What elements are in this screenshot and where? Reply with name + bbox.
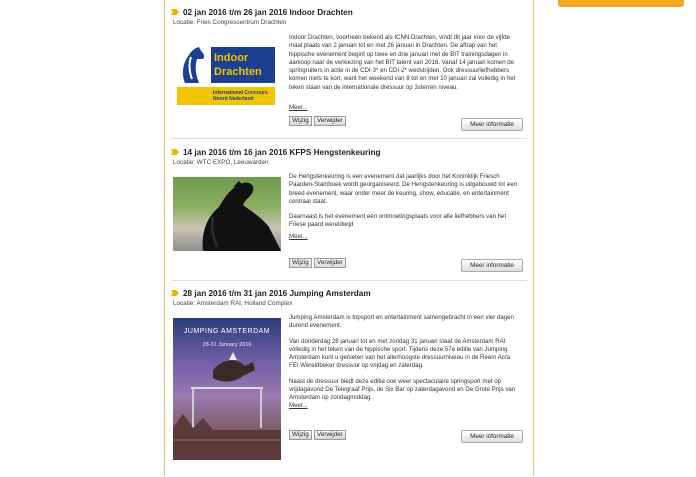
description-paragraph: Indoor Drachten, voorheen bekend als ICNN Drachten, vindt dit jaar voor de vijfde maal plaats van 2 januari tot en met 26 januari in Drachten. De aftrap van het hippische evenement begint op twee en drie januari met de BIT trainingsdagen in aanloop naar de verkiezing van het BIT talent van 2016. Vanaf 14 januari komen de springruiters in actie in de CDI-3* en CDI-2* wedstrijden. Ook dressuurliefhebbers komen niets te kort, want het weekend van 8 tot en met 10 januari zal volledig in het teken staan van de internationale dressuur op 3sterren niveau. (289, 34, 516, 91)
divider (171, 280, 527, 281)
logo-text: Indoor Drachten (211, 47, 275, 83)
edit-button[interactable]: Wijzig (289, 116, 312, 126)
event-item (165, 287, 533, 477)
event-image (173, 35, 277, 113)
event-title[interactable] (171, 287, 371, 299)
event-item (165, 6, 533, 136)
divider (171, 138, 527, 139)
events-panel (164, 0, 534, 476)
poster-title: JUMPING AMSTERDAM (183, 328, 271, 335)
edit-button[interactable]: Wijzig (289, 258, 312, 268)
event-description (289, 314, 521, 410)
event-description (289, 34, 521, 99)
edit-button[interactable]: Wijzig (289, 430, 312, 440)
event-title-text: 02 jan 2016 t/m 26 jan 2016 Indoor Drachten (183, 7, 353, 17)
poster-date: 28-31 January 2016 (202, 342, 252, 348)
more-link[interactable]: Meer... (289, 402, 308, 409)
more-link[interactable]: Meer... (289, 233, 308, 240)
jumping-horse-illustration (173, 318, 281, 460)
delete-button[interactable]: Verwijder (314, 430, 346, 440)
logo-subtitle: International Concours Noord Nederland (177, 87, 275, 105)
delete-button[interactable]: Verwijder (314, 116, 346, 126)
event-title[interactable] (171, 146, 381, 158)
description-paragraph: De Hengstenkeuring is een evenement dat jaarlijks door het Koninklijk Friesch Paarden-Stamboek wordt georganiseerd. De Hengstenkeuring is uitgebouwd tot een breed evenement, waar onder meer de keuring, show, educatie, en entertainment centraal staat. (289, 173, 517, 205)
top-action-button[interactable] (558, 0, 684, 7)
event-image (173, 318, 281, 460)
event-item (165, 146, 533, 278)
event-title-text: 14 jan 2016 t/m 16 jan 2016 KFPS Hengstenkeuring (183, 147, 381, 157)
delete-button[interactable]: Verwijder (314, 258, 346, 268)
arrow-icon (171, 149, 179, 155)
arrow-icon (171, 9, 179, 15)
event-location: Locatie: Fries Congrescentrum Drachten (173, 19, 287, 26)
description-paragraph: Daarnaast is het evenement een ontmoetingsplaats voor alle liefhebbers van het Friese paard wereldwijd (289, 213, 507, 229)
description-paragraph: Jumping Amsterdam is topsport en entertainment samengebracht in een vier dagen durend evenement. (289, 314, 514, 330)
horse-photo (173, 177, 281, 251)
horse-logo-icon (177, 45, 207, 85)
event-location: Locatie: Amsterdam RAI, Holland Complex (173, 300, 293, 307)
event-location: Locatie: WTC EXPO, Leeuwarden (173, 159, 269, 166)
description-paragraph: Van donderdag 28 januari tot en met zondag 31 januari staat de Amsterdam RAI volledig in het teken van de hippische sport. Tijdens deze 57e editie van Jumping Amsterdam kunt u genieten van het allerhoogste dressuurniveau in de Reem Acra FEI Wereldbeker dressuur op vrijdag en zaterdag. (289, 337, 511, 370)
more-info-button[interactable]: Meer informatie (461, 259, 523, 272)
event-title[interactable] (171, 6, 353, 18)
event-title-text: 28 jan 2016 t/m 31 jan 2016 Jumping Amsterdam (183, 288, 371, 298)
arrow-icon (171, 290, 179, 296)
event-description (289, 173, 521, 237)
more-link[interactable]: Meer... (289, 104, 308, 111)
more-info-button[interactable]: Meer informatie (461, 118, 523, 131)
event-image (173, 177, 281, 251)
more-info-button[interactable]: Meer informatie (461, 430, 523, 443)
description-paragraph: Naast de dressuur biedt deze editie ook weer spectaculaire springsport met op vrijdagavond De Telegraaf Prijs, de Six Bar op zaterdagavond en De Grote Prijs van Amsterdam op zondagmiddag. (289, 377, 516, 402)
